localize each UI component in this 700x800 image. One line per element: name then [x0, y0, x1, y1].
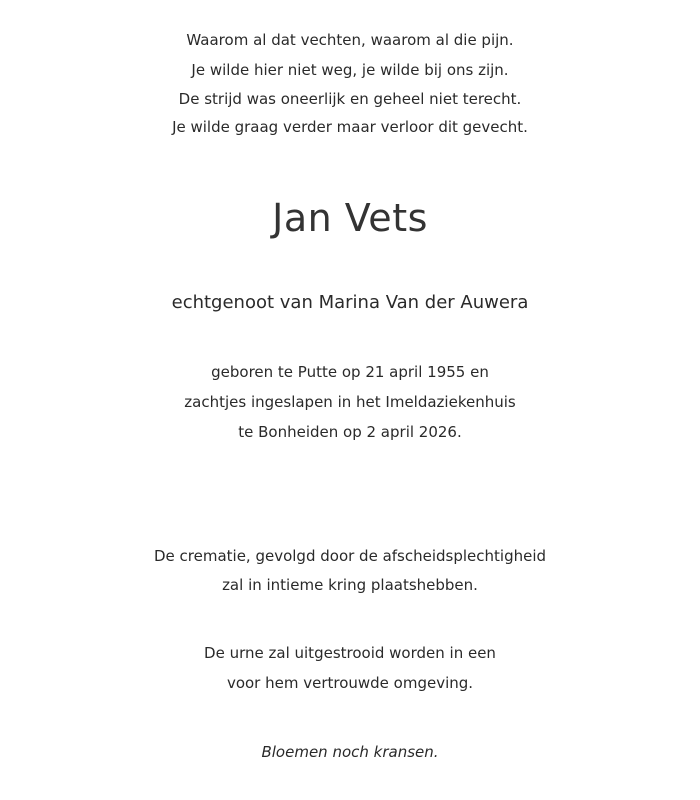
- poem-line: Waarom al dat vechten, waarom al die pijn.: [186, 31, 514, 49]
- spouse-line: echtgenoot van Marina Van der Auwera: [171, 292, 529, 313]
- poem-line: Je wilde graag verder maar verloor dit gevecht.: [172, 118, 528, 136]
- deceased-name: Jan Vets: [272, 196, 428, 240]
- poem-line: De strijd was oneerlijk en geheel niet terecht.: [178, 90, 522, 108]
- urn-line: voor hem vertrouwde omgeving.: [226, 674, 474, 692]
- life-line: te Bonheiden op 2 april 2026.: [238, 423, 462, 441]
- closing-note: Bloemen noch kransen.: [261, 743, 439, 761]
- urn-line: De urne zal uitgestrooid worden in een: [204, 644, 496, 662]
- life-line: zachtjes ingeslapen in het Imeldaziekenhuis: [184, 393, 516, 411]
- ceremony-line: De crematie, gevolgd door de afscheidsplechtigheid: [153, 547, 547, 565]
- ceremony-line: zal in intieme kring plaatshebben.: [222, 576, 478, 594]
- poem-line: Je wilde hier niet weg, je wilde bij ons zijn.: [191, 61, 509, 79]
- life-line: geboren te Putte op 21 april 1955 en: [211, 363, 489, 381]
